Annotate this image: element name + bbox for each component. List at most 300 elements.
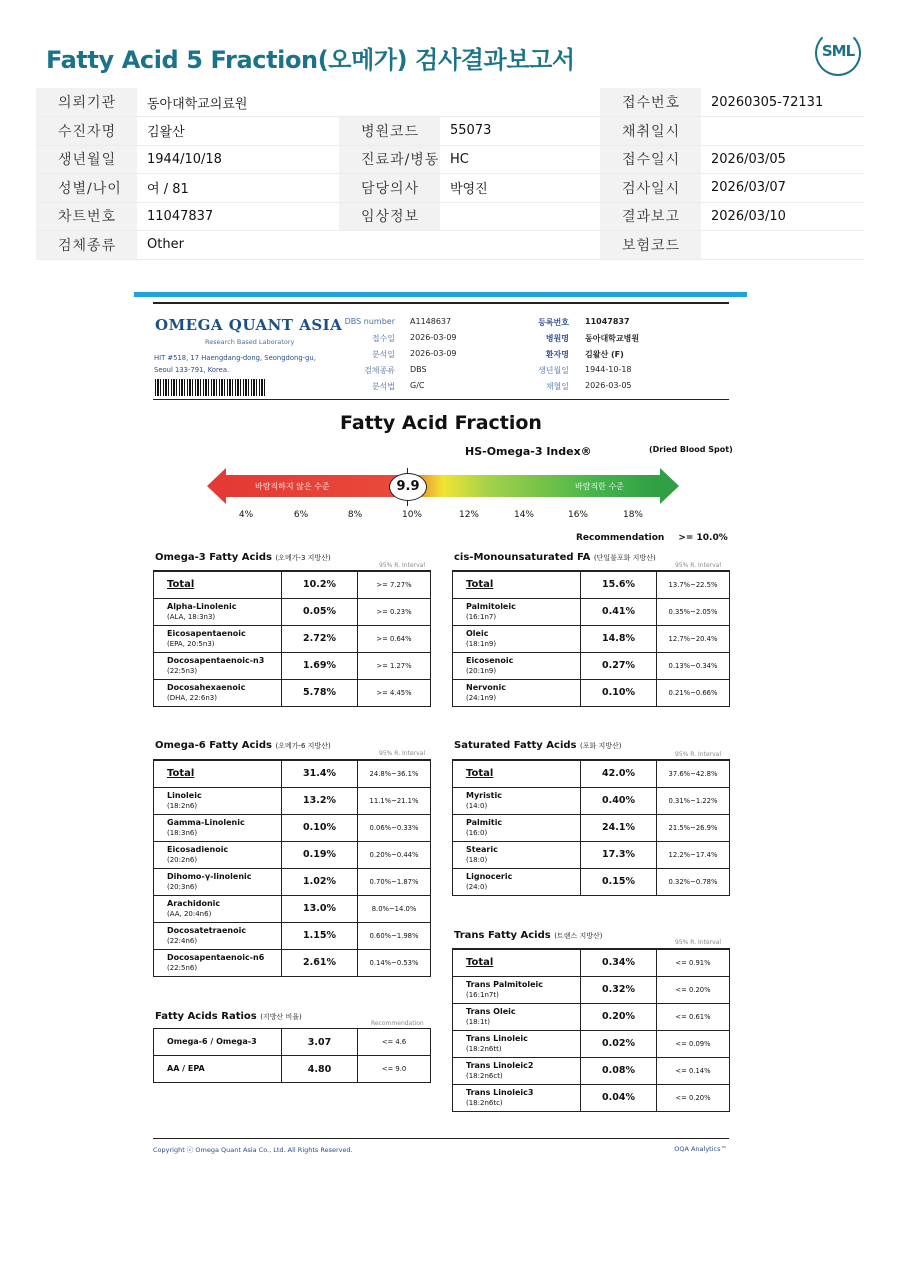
fatty-acid-label: Trans Linoleic xyxy=(466,1033,528,1043)
fatty-acid-name xyxy=(453,1003,581,1030)
table-row xyxy=(154,895,431,922)
meta-value: G/C xyxy=(410,381,425,390)
scale-label: 10% xyxy=(401,510,422,520)
recommendation xyxy=(576,533,728,543)
table-row xyxy=(154,1056,431,1083)
info-value: 1944/10/18 xyxy=(137,145,339,174)
saturated-title: Saturated Fatty Acids xyxy=(454,740,577,751)
mufa-title-ko: (단일불포화 지방산) xyxy=(593,554,656,562)
index-value: 9.9 xyxy=(389,473,427,501)
fatty-acid-label: Eicosapentaenoic xyxy=(167,628,246,638)
table-row xyxy=(154,598,431,625)
ratios-section-title xyxy=(155,1011,302,1022)
meta-label: 검체종류 xyxy=(364,366,395,375)
fatty-acid-range: 0.60%~1.98% xyxy=(358,922,431,949)
trans-title-ko: (트랜스 지방산) xyxy=(554,932,603,940)
fatty-acid-value: 0.41% xyxy=(581,598,657,625)
trans-section-title xyxy=(454,930,602,941)
fatty-acid-name xyxy=(154,949,282,976)
info-value: 2026/03/05 xyxy=(701,145,864,174)
sml-logo-text: SML xyxy=(821,42,855,60)
bad-level-label: 바람직하지 않은 수준 xyxy=(255,482,330,491)
info-label: 차트번호 xyxy=(36,202,137,231)
fatty-acid-name xyxy=(154,1029,282,1056)
table-row xyxy=(453,598,730,625)
fatty-acid-name xyxy=(453,625,581,652)
meta-divider xyxy=(153,399,729,400)
meta-label: 생년월일 xyxy=(538,366,569,375)
table-row xyxy=(453,1030,730,1057)
good-level-label: 바람직한 수준 xyxy=(575,482,624,491)
fatty-acid-formula: (24:0) xyxy=(466,882,488,891)
fatty-acid-formula: (18:2n6tc) xyxy=(466,1098,503,1107)
table-row xyxy=(154,949,431,976)
info-label: 검체종류 xyxy=(36,231,137,260)
scale-label: 12% xyxy=(458,510,479,520)
fatty-acid-value: 1.15% xyxy=(282,922,358,949)
fatty-acid-formula: (DHA, 22:6n3) xyxy=(167,693,217,702)
fatty-acid-value: 0.10% xyxy=(282,814,358,841)
omega6-title-ko: (오메가-6 지방산) xyxy=(275,742,331,750)
fatty-acid-formula: (24:1n9) xyxy=(466,693,497,702)
arrow-left-head xyxy=(207,468,226,504)
fatty-acid-value: 13.2% xyxy=(282,787,358,814)
fatty-acid-value: 1.69% xyxy=(282,652,358,679)
fatty-acid-name xyxy=(453,1057,581,1084)
info-row xyxy=(36,117,864,146)
fatty-acid-name xyxy=(453,652,581,679)
fatty-acid-label: Docosapentaenoic-n6 xyxy=(167,952,265,962)
saturated-section-title xyxy=(454,740,621,751)
info-label: 진료과/병동 xyxy=(339,145,440,174)
ratios-title-ko: (지방산 비율) xyxy=(260,1013,302,1021)
footer-line xyxy=(153,1138,729,1139)
info-label: 병원코드 xyxy=(339,117,440,146)
fatty-acid-value: 14.8% xyxy=(581,625,657,652)
meta-label: 분석법 xyxy=(371,382,395,391)
fatty-acid-label: Trans Palmitoleic xyxy=(466,979,544,989)
info-value: 김왈산 xyxy=(137,117,339,146)
fatty-acid-name xyxy=(154,895,282,922)
meta-value: 11047837 xyxy=(585,317,630,326)
dried-blood-spot-label: (Dried Blood Spot) xyxy=(649,445,733,454)
fatty-acid-name xyxy=(453,841,581,868)
total-row xyxy=(453,571,730,598)
fatty-acid-range: <= 9.0 xyxy=(358,1056,431,1083)
index-title: HS-Omega-3 Index® xyxy=(465,445,592,458)
fatty-acid-range: 0.14%~0.53% xyxy=(358,949,431,976)
scale-label: 14% xyxy=(513,510,534,520)
total-label: Total xyxy=(154,571,282,598)
fatty-acid-label: Linoleic xyxy=(167,790,202,800)
info-row xyxy=(36,88,864,117)
table-row xyxy=(453,679,730,706)
fatty-acid-range: <= 0.14% xyxy=(657,1057,730,1084)
info-label: 채취일시 xyxy=(600,117,701,146)
fatty-acid-name xyxy=(154,841,282,868)
info-value: 박영진 xyxy=(440,174,600,203)
mufa-section-title xyxy=(454,552,656,563)
fatty-acid-formula: (18:0) xyxy=(466,855,488,864)
info-label xyxy=(339,231,440,260)
table-row xyxy=(154,679,431,706)
meta-value: 동아대학교병원 xyxy=(585,334,640,343)
fatty-acid-label: Lignoceric xyxy=(466,871,513,881)
fatty-acid-value: 0.04% xyxy=(581,1084,657,1111)
fatty-acid-formula: (20:1n9) xyxy=(466,666,497,675)
oqa-logo-subtitle: Research Based Laboratory xyxy=(205,338,295,346)
total-row xyxy=(453,760,730,787)
info-label xyxy=(339,88,440,117)
ratios-table xyxy=(153,1028,431,1083)
meta-label: 채혈일 xyxy=(545,382,569,391)
fatty-acid-formula: (18:1n9) xyxy=(466,639,497,648)
scale-label: 4% xyxy=(238,510,254,520)
meta-value: 김왈산 (F) xyxy=(585,350,624,359)
fatty-acid-label: AA / EPA xyxy=(167,1064,205,1073)
fatty-acid-label: Palmitic xyxy=(466,817,503,827)
fatty-acid-range: 0.06%~0.33% xyxy=(358,814,431,841)
fatty-acid-label: Trans Linoleic3 xyxy=(466,1087,534,1097)
fatty-acid-name xyxy=(453,868,581,895)
total-value: 0.34% xyxy=(581,949,657,976)
trans-table xyxy=(452,948,730,1112)
meta-label: 병원명 xyxy=(545,334,569,343)
fatty-acid-value: 0.27% xyxy=(581,652,657,679)
info-label: 보험코드 xyxy=(600,231,701,260)
fatty-acid-range: >= 1.27% xyxy=(358,652,431,679)
fatty-acid-formula: (16:1n7t) xyxy=(466,990,499,999)
oqa-logo: OMEGA QUANT ASIA xyxy=(155,316,343,334)
mufa-interval-note: 95% R. Interval xyxy=(675,562,721,569)
fatty-acid-label: Trans Oleic xyxy=(466,1006,516,1016)
total-range: >= 7.27% xyxy=(358,571,431,598)
trans-interval-note: 95% R. Interval xyxy=(675,939,721,946)
fatty-acid-value: 0.05% xyxy=(282,598,358,625)
total-range: 37.6%~42.8% xyxy=(657,760,730,787)
fatty-acid-formula: (22:5n3) xyxy=(167,666,198,675)
ratios-title: Fatty Acids Ratios xyxy=(155,1011,257,1022)
fatty-acid-value: 0.19% xyxy=(282,841,358,868)
fatty-acid-label: Nervonic xyxy=(466,682,506,692)
info-label: 담당의사 xyxy=(339,174,440,203)
fatty-acid-formula: (22:5n6) xyxy=(167,963,198,972)
fatty-acid-range: 0.21%~0.66% xyxy=(657,679,730,706)
fatty-acid-formula: (20:2n6) xyxy=(167,855,198,864)
info-row xyxy=(36,145,864,174)
fatty-acid-name xyxy=(154,1056,282,1083)
scale-label: 6% xyxy=(293,510,309,520)
patient-info-table xyxy=(36,88,864,260)
info-label: 접수일시 xyxy=(600,145,701,174)
fatty-acid-label: Gamma-Linolenic xyxy=(167,817,245,827)
fatty-acid-range: 12.7%~20.4% xyxy=(657,625,730,652)
fatty-acid-value: 0.08% xyxy=(581,1057,657,1084)
fatty-acid-formula: (18:2n6tt) xyxy=(466,1044,502,1053)
fatty-acid-formula: (EPA, 20:5n3) xyxy=(167,639,215,648)
table-row xyxy=(453,841,730,868)
fatty-acid-name xyxy=(154,598,282,625)
fatty-acid-formula: (AA, 20:4n6) xyxy=(167,909,212,918)
table-row xyxy=(154,787,431,814)
fatty-acid-formula: (16:1n7) xyxy=(466,612,497,621)
info-label: 의뢰기관 xyxy=(36,88,137,117)
recommendation-label: Recommendation xyxy=(576,533,665,543)
table-row xyxy=(154,841,431,868)
report-top-line xyxy=(153,302,729,304)
total-range: 24.8%~36.1% xyxy=(358,760,431,787)
fatty-acid-formula: (22:4n6) xyxy=(167,936,198,945)
fatty-acid-label: Myristic xyxy=(466,790,502,800)
fatty-acid-range: <= 4.6 xyxy=(358,1029,431,1056)
info-label: 결과보고 xyxy=(600,202,701,231)
meta-label: 분석일 xyxy=(371,350,395,359)
omega6-table xyxy=(153,759,431,977)
omega6-title: Omega-6 Fatty Acids xyxy=(155,740,272,751)
mufa-title: cis-Monounsaturated FA xyxy=(454,552,591,563)
fatty-acid-range: 8.0%~14.0% xyxy=(358,895,431,922)
fatty-acid-value: 2.72% xyxy=(282,625,358,652)
fatty-acid-name xyxy=(453,1084,581,1111)
fatty-acid-name xyxy=(453,976,581,1003)
meta-value: A1148637 xyxy=(410,317,452,326)
info-value: 2026/03/10 xyxy=(701,202,864,231)
total-value: 42.0% xyxy=(581,760,657,787)
fatty-acid-value: 24.1% xyxy=(581,814,657,841)
sml-logo xyxy=(815,30,861,76)
scale-label: 8% xyxy=(347,510,363,520)
info-label: 접수번호 xyxy=(600,88,701,117)
meta-label: DBS number xyxy=(344,317,395,326)
fatty-acid-formula: (16:0) xyxy=(466,828,488,837)
fatty-acid-value: 13.0% xyxy=(282,895,358,922)
info-value xyxy=(440,202,600,231)
fatty-acid-formula: (18:1t) xyxy=(466,1017,490,1026)
fatty-acid-value: 4.80 xyxy=(282,1056,358,1083)
info-label: 검사일시 xyxy=(600,174,701,203)
fatty-acid-range: 0.32%~0.78% xyxy=(657,868,730,895)
fatty-acid-range: 0.20%~0.44% xyxy=(358,841,431,868)
total-range: 13.7%~22.5% xyxy=(657,571,730,598)
fatty-acid-value: 0.15% xyxy=(581,868,657,895)
total-value: 15.6% xyxy=(581,571,657,598)
fatty-acid-name xyxy=(154,652,282,679)
fatty-acid-label: Alpha-Linolenic xyxy=(167,601,237,611)
info-label: 성별/나이 xyxy=(36,174,137,203)
fatty-acid-range: >= 4.45% xyxy=(358,679,431,706)
table-row xyxy=(453,652,730,679)
total-value: 31.4% xyxy=(282,760,358,787)
recommendation-value: >= 10.0% xyxy=(678,533,728,543)
total-label: Total xyxy=(154,760,282,787)
fatty-acid-name xyxy=(154,868,282,895)
fatty-acid-name xyxy=(453,787,581,814)
fraction-title: Fatty Acid Fraction xyxy=(340,412,542,434)
total-range: <= 0.91% xyxy=(657,949,730,976)
scale-label: 18% xyxy=(622,510,643,520)
fatty-acid-name xyxy=(154,679,282,706)
fatty-acid-value: 3.07 xyxy=(282,1029,358,1056)
omega3-table xyxy=(153,570,431,707)
info-row xyxy=(36,174,864,203)
table-row xyxy=(453,868,730,895)
fatty-acid-range: 11.1%~21.1% xyxy=(358,787,431,814)
info-label: 생년월일 xyxy=(36,145,137,174)
info-value: 11047837 xyxy=(137,202,339,231)
fatty-acid-range: 0.31%~1.22% xyxy=(657,787,730,814)
meta-label: 등록번호 xyxy=(538,318,569,327)
meta-value: 2026-03-09 xyxy=(410,349,457,358)
fatty-acid-name xyxy=(154,625,282,652)
table-row xyxy=(154,922,431,949)
fatty-acid-label: Docosapentaenoic-n3 xyxy=(167,655,265,665)
oqa-analytics: OQA Analytics™ xyxy=(674,1145,727,1153)
info-value: 동아대학교의료원 xyxy=(137,88,339,117)
info-value xyxy=(440,88,600,117)
fatty-acid-name xyxy=(154,922,282,949)
fatty-acid-label: Dihomo-γ-linolenic xyxy=(167,871,252,881)
table-row xyxy=(453,1057,730,1084)
info-value: Other xyxy=(137,231,339,260)
total-row xyxy=(453,949,730,976)
info-value: 여 / 81 xyxy=(137,174,339,203)
omega6-section-title xyxy=(155,740,331,751)
table-row xyxy=(453,625,730,652)
table-row xyxy=(154,868,431,895)
fatty-acid-label: Eicosenoic xyxy=(466,655,514,665)
fatty-acid-name xyxy=(453,1030,581,1057)
fatty-acid-value: 0.40% xyxy=(581,787,657,814)
fatty-acid-value: 5.78% xyxy=(282,679,358,706)
fatty-acid-range: <= 0.61% xyxy=(657,1003,730,1030)
meta-label: 접수일 xyxy=(371,334,395,343)
fatty-acid-label: Arachidonic xyxy=(167,898,221,908)
fatty-acid-value: 0.20% xyxy=(581,1003,657,1030)
table-row xyxy=(154,652,431,679)
total-row xyxy=(154,571,431,598)
meta-value: 1944-10-18 xyxy=(585,365,632,374)
fatty-acid-name xyxy=(453,814,581,841)
oqa-report xyxy=(153,302,733,1162)
info-value: 20260305-72131 xyxy=(701,88,864,117)
total-label: Total xyxy=(453,571,581,598)
table-row xyxy=(154,625,431,652)
arrow-right-head xyxy=(660,468,679,504)
fatty-acid-label: Trans Linoleic2 xyxy=(466,1060,534,1070)
total-label: Total xyxy=(453,949,581,976)
fatty-acid-label: Oleic xyxy=(466,628,489,638)
fatty-acid-label: Docosatetraenoic xyxy=(167,925,247,935)
fatty-acid-range: >= 0.23% xyxy=(358,598,431,625)
fatty-acid-value: 0.32% xyxy=(581,976,657,1003)
fatty-acid-range: 0.13%~0.34% xyxy=(657,652,730,679)
fatty-acid-range: >= 0.64% xyxy=(358,625,431,652)
index-scale-arrow xyxy=(207,468,679,504)
total-row xyxy=(154,760,431,787)
omega3-title: Omega-3 Fatty Acids xyxy=(155,552,272,563)
saturated-title-ko: (포화 지방산) xyxy=(579,742,622,750)
fatty-acid-value: 2.61% xyxy=(282,949,358,976)
report-top-bar xyxy=(134,292,747,297)
fatty-acid-range: 21.5%~26.9% xyxy=(657,814,730,841)
info-label: 임상정보 xyxy=(339,202,440,231)
omega3-interval-note: 95% R. Interval xyxy=(379,562,425,569)
fatty-acid-label: Stearic xyxy=(466,844,498,854)
barcode xyxy=(155,379,265,396)
fatty-acid-name xyxy=(453,598,581,625)
fatty-acid-value: 0.10% xyxy=(581,679,657,706)
fatty-acid-value: 1.02% xyxy=(282,868,358,895)
info-value: 55073 xyxy=(440,117,600,146)
copyright: Copyright ⓒ Omega Quant Asia Co., Ltd. All Rights Reserved. xyxy=(153,1146,353,1154)
trans-title: Trans Fatty Acids xyxy=(454,930,551,941)
fatty-acid-range: 0.35%~2.05% xyxy=(657,598,730,625)
fatty-acid-label: Palmitoleic xyxy=(466,601,516,611)
fatty-acid-label: Docosahexaenoic xyxy=(167,682,246,692)
meta-value: 2026-03-09 xyxy=(410,333,457,342)
table-row xyxy=(453,1084,730,1111)
meta-value: DBS xyxy=(410,365,427,374)
info-value: 2026/03/07 xyxy=(701,174,864,203)
fatty-acid-formula: (18:3n6) xyxy=(167,828,198,837)
saturated-table xyxy=(452,759,730,896)
table-row xyxy=(154,1029,431,1056)
ratios-recommendation-note: Recommendation xyxy=(371,1020,424,1027)
fatty-acid-name xyxy=(154,814,282,841)
mufa-table xyxy=(452,570,730,707)
fatty-acid-formula: (20:3n6) xyxy=(167,882,198,891)
omega3-title-ko: (오메가-3 지방산) xyxy=(275,554,331,562)
info-value: HC xyxy=(440,145,600,174)
fatty-acid-value: 0.02% xyxy=(581,1030,657,1057)
table-row xyxy=(453,1003,730,1030)
fatty-acid-range: <= 0.20% xyxy=(657,1084,730,1111)
fatty-acid-range: <= 0.09% xyxy=(657,1030,730,1057)
table-row xyxy=(453,814,730,841)
omega3-section-title xyxy=(155,552,331,563)
report-title: Fatty Acid 5 Fraction(오메가) 검사결과보고서 xyxy=(46,46,575,74)
fatty-acid-formula: (18:2n6ct) xyxy=(466,1071,503,1080)
table-row xyxy=(453,976,730,1003)
scale-label: 16% xyxy=(567,510,588,520)
fatty-acid-range: <= 0.20% xyxy=(657,976,730,1003)
saturated-interval-note: 95% R. Interval xyxy=(675,751,721,758)
info-value xyxy=(701,231,864,260)
fatty-acid-formula: (18:2n6) xyxy=(167,801,198,810)
info-row xyxy=(36,231,864,260)
fatty-acid-range: 12.2%~17.4% xyxy=(657,841,730,868)
total-value: 10.2% xyxy=(282,571,358,598)
info-row xyxy=(36,202,864,231)
fatty-acid-formula: (14:0) xyxy=(466,801,488,810)
fatty-acid-label: Omega-6 / Omega-3 xyxy=(167,1037,257,1046)
fatty-acid-formula: (ALA, 18:3n3) xyxy=(167,612,216,621)
omega6-interval-note: 95% R. Interval xyxy=(379,750,425,757)
info-value xyxy=(440,231,600,260)
table-row xyxy=(154,814,431,841)
meta-value: 2026-03-05 xyxy=(585,381,632,390)
info-value xyxy=(701,117,864,146)
fatty-acid-name xyxy=(154,787,282,814)
lab-address: HIT #518, 17 Haengdang-dong, Seongdong-gu, Seoul 133-791, Korea. xyxy=(154,354,316,374)
fatty-acid-range: 0.70%~1.87% xyxy=(358,868,431,895)
meta-label: 환자명 xyxy=(545,350,569,359)
fatty-acid-name xyxy=(453,679,581,706)
total-label: Total xyxy=(453,760,581,787)
info-label: 수진자명 xyxy=(36,117,137,146)
fatty-acid-label: Eicosadienoic xyxy=(167,844,229,854)
table-row xyxy=(453,787,730,814)
